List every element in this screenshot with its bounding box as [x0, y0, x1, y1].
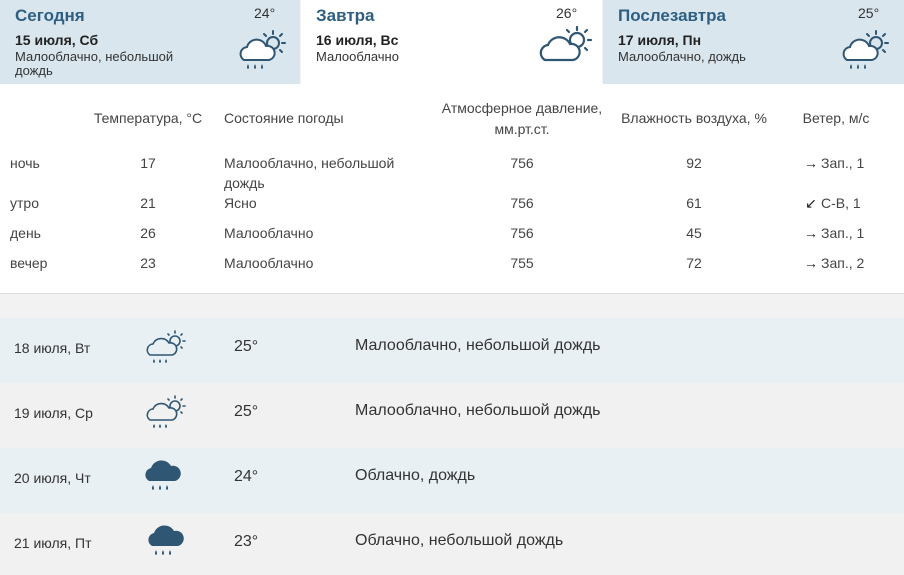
tab-temperature: 25°	[858, 5, 880, 21]
forecast-temperature: 25°	[234, 338, 259, 355]
header-pressure-line2: мм.рт.ст.	[494, 121, 550, 137]
humidity-value: 92	[686, 155, 702, 171]
wind-text: Зап., 1	[821, 225, 865, 241]
condition-value: Малооблачно	[224, 255, 314, 271]
partly-cloudy-rain-icon	[236, 28, 292, 79]
forecast-date: 19 июля, Ср	[14, 405, 93, 421]
tab-day-after-tomorrow[interactable]	[603, 0, 904, 84]
forecast-row[interactable]	[0, 448, 904, 513]
temperature-value: 17	[140, 155, 156, 171]
wind-value	[803, 193, 861, 213]
forecast-condition: Малооблачно, небольшой дождь	[355, 402, 601, 419]
period-label: ночь	[10, 155, 40, 171]
cloud-rain-icon	[142, 456, 184, 501]
forecast-row[interactable]	[0, 383, 904, 448]
tab-description: Малооблачно	[316, 49, 399, 64]
wind-text: Зап., 2	[821, 255, 865, 271]
header-wind: Ветер, м/с	[802, 110, 870, 126]
tab-date: 16 июля, Вс	[316, 32, 399, 48]
wind-text: С-В, 1	[821, 195, 861, 211]
temperature-value: 26	[140, 225, 156, 241]
wind-value	[803, 223, 864, 243]
tab-title: Завтра	[316, 6, 375, 25]
wind-direction-icon: →	[804, 225, 818, 241]
tab-today[interactable]	[0, 0, 300, 84]
wind-direction-icon: ↙	[805, 195, 817, 211]
tab-tomorrow[interactable]	[301, 0, 602, 84]
pressure-value: 755	[510, 255, 534, 271]
wind-direction-icon: →	[804, 255, 818, 271]
forecast-condition: Облачно, дождь	[355, 467, 476, 484]
temperature-value: 23	[140, 255, 156, 271]
condition-value: Малооблачно, небольшой дождь	[224, 155, 395, 191]
wind-value	[803, 153, 864, 173]
pressure-value: 756	[510, 195, 534, 211]
forecast-date: 21 июля, Пт	[14, 535, 92, 551]
forecast-temperature: 23°	[234, 533, 259, 550]
forecast-condition: Облачно, небольшой дождь	[355, 532, 564, 549]
detail-table	[0, 84, 904, 294]
tab-description: Малооблачно, дождь	[618, 49, 746, 64]
partly-cloudy-rain-icon	[144, 393, 190, 438]
period-label: утро	[10, 195, 39, 211]
wind-direction-icon: →	[804, 155, 818, 171]
forecast-row[interactable]	[0, 513, 904, 575]
day-tabs	[0, 0, 904, 84]
period-label: день	[10, 225, 41, 241]
forecast-condition: Малооблачно, небольшой дождь	[355, 337, 601, 354]
forecast-date: 18 июля, Вт	[14, 340, 91, 356]
partly-cloudy-rain-icon	[144, 328, 190, 373]
header-temperature: Температура, °C	[93, 110, 203, 126]
tab-title: Сегодня	[15, 6, 85, 25]
header-humidity: Влажность воздуха, %	[621, 110, 767, 126]
forecast-temperature: 25°	[234, 403, 259, 420]
partly-cloudy-rain-icon	[839, 28, 895, 79]
humidity-value: 45	[686, 225, 702, 241]
wind-value	[803, 253, 864, 273]
condition-value: Малооблачно	[224, 225, 314, 241]
condition-value: Ясно	[224, 195, 257, 211]
forecast-date: 20 июля, Чт	[14, 470, 91, 486]
cloud-rain-icon	[145, 521, 187, 566]
tab-date: 15 июля, Сб	[15, 32, 99, 48]
forecast-temperature: 24°	[234, 468, 259, 485]
temperature-value: 21	[140, 195, 156, 211]
partly-cloudy-icon	[536, 24, 598, 71]
tab-description: Малооблачно, небольшой дождь	[15, 49, 174, 78]
tab-title: Послезавтра	[618, 6, 726, 25]
forecast-row[interactable]	[0, 318, 904, 383]
pressure-value: 756	[510, 225, 534, 241]
humidity-value: 72	[686, 255, 702, 271]
header-pressure	[432, 98, 612, 140]
wind-text: Зап., 1	[821, 155, 865, 171]
header-condition: Состояние погоды	[224, 110, 344, 126]
tab-temperature: 24°	[254, 5, 276, 21]
tab-date: 17 июля, Пн	[618, 32, 702, 48]
period-label: вечер	[10, 255, 48, 271]
pressure-value: 756	[510, 155, 534, 171]
humidity-value: 61	[686, 195, 702, 211]
header-pressure-line1: Атмосферное давление,	[441, 100, 603, 116]
tab-temperature: 26°	[556, 5, 578, 21]
